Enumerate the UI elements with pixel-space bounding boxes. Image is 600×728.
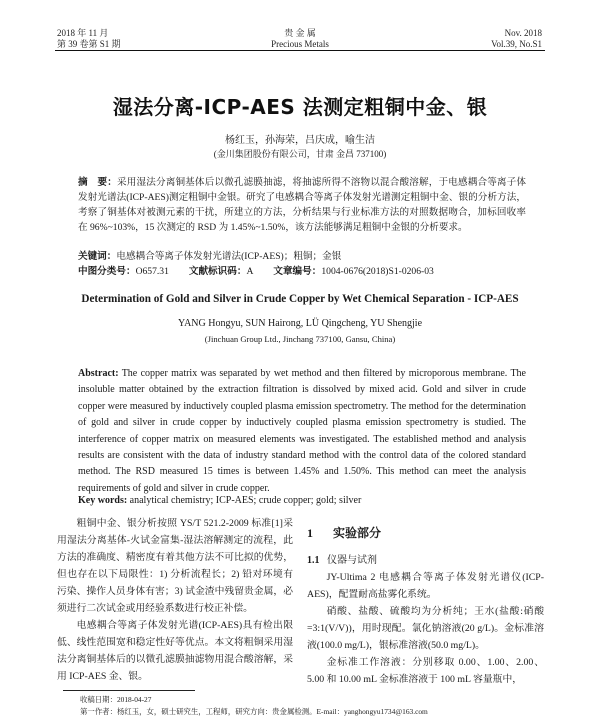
affiliation-en: (Jinchuan Group Ltd., Jinchang 737100, Gansu, China) xyxy=(204,334,396,344)
abstract-cn xyxy=(78,175,526,235)
body-paragraph: 硝酸、盐酸、硫酸均为分析纯；王水(盐酸:硝酸=3:1(V/V))，用时现配。氯化钠溶液(20 g/L)。金标准溶液(100.0 mg/L)，银标准溶液(50.0 mg/L)。 xyxy=(307,606,544,651)
running-header-left xyxy=(57,28,121,50)
section-title: 实验部分 xyxy=(333,526,382,540)
authors-en: YANG Hongyu, SUN Hairong, LÜ Qingcheng, YU Shengjie xyxy=(177,318,423,329)
body-right-column xyxy=(307,515,544,688)
footnote-received-date: 收稿日期：2018-04-27 xyxy=(80,695,152,704)
journal-name-cn: 贵 金 属 xyxy=(284,28,316,38)
footnote-author-info: 第一作者：杨红玉，女，硕士研究生，工程师，研究方向：贵金属检测。E-mail：yanghongyu1734@163.com xyxy=(80,707,428,716)
affiliation-cn: (金川集团股份有限公司，甘肃 金昌 737100) xyxy=(213,149,387,159)
article-no-label: 文章编号： xyxy=(273,266,322,277)
keywords-cn xyxy=(78,250,341,264)
issue-date: 2018 年 11 月 xyxy=(57,28,109,38)
subsection-number: 1.1 xyxy=(307,555,320,566)
running-header-right xyxy=(491,28,542,50)
keywords-cn-label: 关键词： xyxy=(78,251,117,262)
authors-cn: 杨红玉，孙海荣，吕庆成，喻生洁 xyxy=(225,135,375,146)
footnote-divider xyxy=(63,690,195,691)
clc-label: 中图分类号： xyxy=(78,266,136,277)
clc-value: O657.31 xyxy=(135,266,169,277)
keywords-cn-text: 电感耦合等离子体发射光谱法(ICP-AES)；粗铜；金银 xyxy=(116,251,342,262)
classification-line xyxy=(78,265,434,279)
body-left-column xyxy=(57,515,293,685)
header-divider xyxy=(55,50,545,51)
paper-title-cn: 湿法分离-ICP-AES 法测定粗铜中金、银 xyxy=(112,95,488,119)
section-heading xyxy=(307,525,544,542)
body-paragraph: JY-Ultima 2 电感耦合等离子体发射光谱仪(ICP-AES)，配置耐高盐雾化系统。 xyxy=(307,572,544,600)
abstract-en xyxy=(78,366,526,497)
volume-issue-cn: 第 39 卷第 S1 期 xyxy=(57,39,121,49)
journal-name-en: Precious Metals xyxy=(271,39,329,49)
keywords-en xyxy=(78,494,361,508)
body-paragraph: 金标准工作溶液：分别移取 0.00、1.00、2.00、5.00 和 10.00 mL 金标准溶液于 100 mL 容量瓶中， xyxy=(307,657,544,685)
issue-date-en: Nov. 2018 xyxy=(504,28,542,38)
paper-title-en: Determination of Gold and Silver in Crude Copper by Wet Chemical Separation - ICP-AES xyxy=(81,293,519,305)
running-header-center xyxy=(220,28,380,50)
article-no-value: 1004-0676(2018)S1-0206-03 xyxy=(321,266,434,277)
abstract-en-text: The copper matrix was separated by wet method and then filtered by microporous membrane. The insoluble matter obtained by the extraction filtration is dissolved by mixed acid. Gold and silver in crude copper were measured by inductively coupled plasma emission spectrometry. The method for the determination of gold and silver in crude copper by inductively coupled plasma emission spectrometry is studied. The interference of copper matrix on measured elements was investigated. The established method and analysis results are consistent with the data of industry standard method with the control data of the colored standard method. The RSD measured 15 times is between 1.45% and 1.50%. This method can meet the analysis requirements of gold and silver in crude copper. xyxy=(78,368,526,494)
volume-issue-en: Vol.39, No.S1 xyxy=(491,39,542,49)
subsection-heading xyxy=(307,552,544,569)
keywords-en-text: analytical chemistry; ICP-AES; crude copper; gold; silver xyxy=(129,495,362,506)
body-paragraph: 粗铜中金、银分析按照 YS/T 521.2-2009 标准[1]采用湿法分离基体-火试金富集-湿法溶解测定的流程，此方法的准确度、精密度有着其他方法不可比拟的优势，但也存在以下局限性：1) 分析流程长；2) 铅对环境有污染、操作人员身体有害；3) 试金渣中残留贵金属，必须进行二次试金或用经验系数进行校正补偿。 xyxy=(57,518,293,614)
subsection-title: 仪器与试剂 xyxy=(327,555,377,566)
abstract-cn-text: 采用湿法分离铜基体后以微孔滤膜抽滤，将抽滤所得不溶物以混合酸溶解，于电感耦合等离子体发射光谱法(ICP-AES)测定粗铜中金银。研究了电感耦合等离子体发射光谱测定粗铜中金、银的分析方法，考察了铜基体对被测元素的干扰，所建立的方法，分析结果与行业标准方法的对照数据吻合，加标回收率在 96%~103%，15 次测定的 RSD 为 1.45%~1.50%，该方法能够满足粗铜中金银的分析要求。 xyxy=(78,177,527,233)
doc-code-label: 文献标识码： xyxy=(188,266,247,277)
body-paragraph: 电感耦合等离子体发射光谱(ICP-AES)具有检出限低、线性范围宽和稳定性好等优点。本文将粗铜采用湿法分离铜基体后的以微孔滤膜抽滤物用混合酸溶解，采用 ICP-AES 金、银。 xyxy=(57,620,293,682)
section-number: 1 xyxy=(307,526,313,540)
abstract-cn-label: 摘 要： xyxy=(78,177,117,188)
doc-code-value: A xyxy=(246,266,254,277)
abstract-en-label: Abstract: xyxy=(78,368,119,379)
keywords-en-label: Key words: xyxy=(78,495,128,506)
